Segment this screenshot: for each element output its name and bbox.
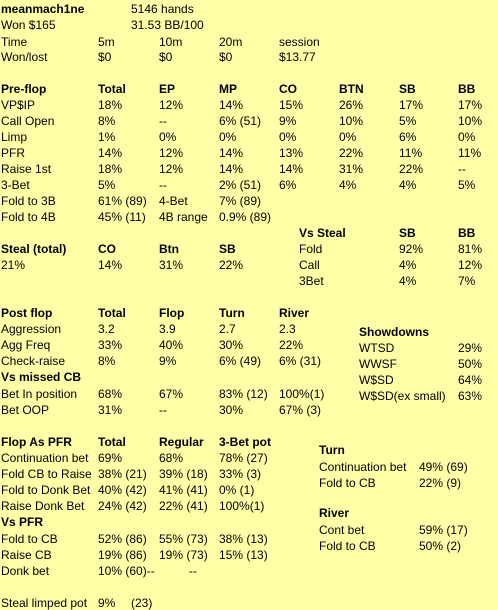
stat-value: 30% bbox=[219, 403, 244, 417]
river-header: River bbox=[319, 506, 350, 520]
stat-value: 55% (73) bbox=[159, 532, 208, 546]
stat-value: 21% bbox=[1, 258, 26, 272]
bb-per-100: 31.53 BB/100 bbox=[131, 18, 204, 32]
stat-value: 64% bbox=[458, 373, 483, 387]
stat-value: 18% bbox=[98, 162, 123, 176]
stat-value: -- bbox=[159, 178, 167, 192]
stat-value: 17% bbox=[458, 98, 483, 112]
stat-value: 4% bbox=[399, 274, 417, 288]
postflop-header-turn: Turn bbox=[219, 306, 245, 320]
steal-header: Steal (total) bbox=[1, 242, 67, 256]
stat-label: Agg Freq bbox=[1, 338, 51, 352]
stat-label: Aggression bbox=[1, 322, 62, 336]
hands-count: 5146 hands bbox=[131, 2, 194, 16]
stat-value: 19% (73) bbox=[159, 548, 208, 562]
stat-value: 33% bbox=[98, 338, 123, 352]
stat-value: 8% bbox=[98, 114, 116, 128]
stat-label: Fold to CB bbox=[1, 532, 58, 546]
stat-value: -- bbox=[458, 162, 466, 176]
stat-value: 12% bbox=[159, 162, 184, 176]
stat-value: -- bbox=[159, 114, 167, 128]
stat-value: 38% (13) bbox=[219, 532, 268, 546]
stat-value: 2% (51) bbox=[219, 178, 262, 192]
stat-label: Raise 1st bbox=[1, 162, 52, 176]
stat-value: 22% bbox=[279, 338, 304, 352]
stat-value: 22% (41) bbox=[159, 499, 208, 513]
stat-value: 67% bbox=[159, 387, 184, 401]
stat-value: 10% (60)-- bbox=[98, 564, 155, 578]
stat-label: WTSD bbox=[359, 341, 395, 355]
stat-value: 3.9 bbox=[159, 322, 176, 336]
stat-value: 52% (86) bbox=[98, 532, 147, 546]
stat-label: Cont bet bbox=[319, 523, 365, 537]
stat-value: 31% bbox=[339, 162, 364, 176]
stat-value: -- bbox=[189, 564, 197, 578]
stat-value: 24% (42) bbox=[98, 499, 147, 513]
stat-value: 31% bbox=[159, 258, 184, 272]
stat-value: 6% bbox=[279, 178, 297, 192]
postflop-header-flop: Flop bbox=[159, 306, 185, 320]
stat-value: 100%(1) bbox=[219, 499, 265, 513]
preflop-header-sb: SB bbox=[399, 82, 416, 96]
stat-value: 49% (69) bbox=[419, 460, 468, 474]
stat-value: 4% bbox=[399, 258, 417, 272]
stat-value: 92% bbox=[399, 242, 424, 256]
stat-value: 22% (9) bbox=[419, 476, 462, 490]
player-name: meanmach1ne bbox=[1, 2, 85, 16]
stat-value: 14% bbox=[279, 162, 304, 176]
stat-value: 30% bbox=[219, 338, 244, 352]
stat-value: 0% bbox=[458, 130, 476, 144]
wonlost-session: $13.77 bbox=[279, 50, 316, 64]
time-label: Time bbox=[1, 35, 28, 49]
stat-label: W$SD bbox=[359, 373, 394, 387]
stat-label: Call Open bbox=[1, 114, 55, 128]
stat-value: 5% bbox=[399, 114, 417, 128]
stat-value: 12% bbox=[159, 146, 184, 160]
stat-label: Limp bbox=[1, 130, 28, 144]
stat-label: Check-raise bbox=[1, 354, 66, 368]
stat-value: 40% (42) bbox=[98, 483, 147, 497]
preflop-header-btn: BTN bbox=[339, 82, 364, 96]
stat-value: 22% bbox=[399, 162, 424, 176]
flop-pfr-header-total: Total bbox=[98, 435, 126, 449]
stat-value: 5% bbox=[458, 178, 476, 192]
stat-value: 11% bbox=[458, 146, 482, 160]
showdowns-header: Showdowns bbox=[359, 325, 429, 339]
stat-value: 7% bbox=[458, 274, 476, 288]
stat-label: Raise CB bbox=[1, 548, 52, 562]
stat-label: Steal limped pot bbox=[1, 596, 88, 610]
stat-label: Fold to Donk Bet bbox=[1, 483, 91, 497]
stat-value: 10% bbox=[458, 114, 483, 128]
stat-value: 11% bbox=[399, 146, 423, 160]
postflop-header-total: Total bbox=[98, 306, 126, 320]
postflop-header-river: River bbox=[279, 306, 310, 320]
preflop-header-mp: MP bbox=[219, 82, 237, 96]
stat-value: 78% (27) bbox=[219, 451, 268, 465]
stat-label: Fold to 3B bbox=[1, 194, 56, 208]
stat-label: Donk bet bbox=[1, 564, 50, 578]
stat-value: 13% bbox=[279, 146, 304, 160]
preflop-header-co: CO bbox=[279, 82, 297, 96]
missed-cb-header: Vs missed CB bbox=[1, 370, 82, 384]
stat-value: 6% bbox=[399, 130, 417, 144]
stat-label: Fold bbox=[299, 242, 323, 256]
steal-header-sb: SB bbox=[219, 242, 236, 256]
stat-label: PFR bbox=[1, 146, 25, 160]
stat-label: Call bbox=[299, 258, 320, 272]
wonlost-label: Won/lost bbox=[1, 50, 48, 64]
stat-value: 17% bbox=[399, 98, 424, 112]
stat-value: 22% bbox=[339, 146, 364, 160]
preflop-header-bb: BB bbox=[458, 82, 476, 96]
stat-value: 14% bbox=[219, 146, 244, 160]
preflop-header-total: Total bbox=[98, 82, 126, 96]
stat-label: 4-Bet bbox=[159, 194, 188, 208]
stat-value: 81% bbox=[458, 242, 483, 256]
turn-header: Turn bbox=[319, 443, 345, 457]
stat-value: 31% bbox=[98, 403, 123, 417]
stat-value: 33% (3) bbox=[219, 467, 262, 481]
stat-value: 45% (11) bbox=[98, 210, 146, 224]
stat-value: -- bbox=[159, 403, 167, 417]
stat-value: 12% bbox=[458, 258, 483, 272]
time-col-20m: 20m bbox=[219, 35, 243, 49]
vs-steal-header: Vs Steal bbox=[299, 226, 346, 240]
stat-label: Bet In position bbox=[1, 387, 78, 401]
stat-value: 19% (86) bbox=[98, 548, 147, 562]
stat-value: 9% bbox=[159, 354, 177, 368]
vs-pfr-header: Vs PFR bbox=[1, 515, 44, 529]
flop-pfr-header-regular: Regular bbox=[159, 435, 204, 449]
wonlost-20m: $0 bbox=[219, 50, 233, 64]
stat-value: 0% bbox=[159, 130, 177, 144]
stat-value: 0% bbox=[219, 130, 237, 144]
stat-value: 2.7 bbox=[219, 322, 236, 336]
time-col-5m: 5m bbox=[98, 35, 115, 49]
vs-steal-header-bb: BB bbox=[458, 226, 476, 240]
stat-label: 4B range bbox=[159, 210, 208, 224]
stat-value: 15% bbox=[279, 98, 304, 112]
stat-label: W$SD(ex small) bbox=[359, 389, 446, 403]
stat-value: 1% bbox=[98, 130, 116, 144]
stat-value: 6% (51) bbox=[219, 114, 262, 128]
preflop-header-ep: EP bbox=[159, 82, 176, 96]
stat-value: 14% bbox=[98, 146, 123, 160]
stat-label: Raise Donk Bet bbox=[1, 499, 85, 513]
stat-value: 6% (31) bbox=[279, 354, 322, 368]
stat-value: 50% (2) bbox=[419, 539, 462, 553]
vs-steal-header-sb: SB bbox=[399, 226, 416, 240]
steal-header-co: CO bbox=[98, 242, 116, 256]
stat-value: 4% bbox=[339, 178, 357, 192]
stat-value: 18% bbox=[98, 98, 123, 112]
stat-label: 3Bet bbox=[299, 274, 324, 288]
stat-value: 8% bbox=[98, 354, 116, 368]
steal-header-btn: Btn bbox=[159, 242, 179, 256]
stat-label: 3-Bet bbox=[1, 178, 30, 192]
stat-value: 59% (17) bbox=[419, 523, 468, 537]
stat-value: 2.3 bbox=[279, 322, 296, 336]
stat-value: 67% (3) bbox=[279, 403, 322, 417]
stat-value: 26% bbox=[339, 98, 364, 112]
flop-pfr-header: Flop As PFR bbox=[1, 435, 72, 449]
stat-value: 14% bbox=[98, 258, 123, 272]
stat-value: 5% bbox=[98, 178, 116, 192]
stat-value: 0.9% (89) bbox=[219, 210, 272, 224]
stat-value: 9% bbox=[98, 596, 116, 610]
stat-value: 39% (18) bbox=[159, 467, 208, 481]
stat-value: 63% bbox=[458, 389, 483, 403]
stat-value: 9% bbox=[279, 114, 297, 128]
won-amount: Won $165 bbox=[1, 18, 56, 32]
stat-value: 40% bbox=[159, 338, 184, 352]
stat-value: 0% (1) bbox=[219, 483, 255, 497]
stat-value: 14% bbox=[219, 162, 244, 176]
stat-value: 61% (89) bbox=[98, 194, 147, 208]
postflop-header: Post flop bbox=[1, 306, 53, 320]
stat-label: Fold CB to Raise bbox=[1, 467, 92, 481]
stat-value: 12% bbox=[159, 98, 184, 112]
stat-label: Fold to CB bbox=[319, 476, 376, 490]
stat-label: Continuation bet bbox=[319, 460, 407, 474]
stat-value: 6% (49) bbox=[219, 354, 262, 368]
stat-value: 10% bbox=[339, 114, 364, 128]
flop-pfr-header-3bet: 3-Bet pot bbox=[219, 435, 271, 449]
stat-value: 41% (41) bbox=[159, 483, 208, 497]
preflop-header: Pre-flop bbox=[1, 82, 47, 96]
stat-label: WWSF bbox=[359, 357, 397, 371]
stat-label: Fold to 4B bbox=[1, 210, 56, 224]
stat-label: Bet OOP bbox=[1, 403, 50, 417]
stat-value: 69% bbox=[98, 451, 123, 465]
stat-label: VP$IP bbox=[1, 98, 36, 112]
stat-value: 38% (21) bbox=[98, 467, 147, 481]
stat-value: 15% (13) bbox=[219, 548, 268, 562]
stat-value: 7% (89) bbox=[219, 194, 262, 208]
stat-value: 68% bbox=[98, 387, 123, 401]
stat-value: 83% (12) bbox=[219, 387, 268, 401]
time-col-10m: 10m bbox=[159, 35, 183, 49]
time-col-session: session bbox=[279, 35, 320, 49]
stat-label: Continuation bet bbox=[1, 451, 89, 465]
stat-value: 29% bbox=[458, 341, 483, 355]
stat-value: 14% bbox=[219, 98, 244, 112]
stat-value: 22% bbox=[219, 258, 244, 272]
stat-value: 68% bbox=[159, 451, 184, 465]
stat-sample: (23) bbox=[131, 596, 153, 610]
stat-value: 100%(1) bbox=[279, 387, 325, 401]
wonlost-5m: $0 bbox=[98, 50, 112, 64]
stat-value: 0% bbox=[339, 130, 357, 144]
stat-label: Fold to CB bbox=[319, 539, 376, 553]
stat-value: 3.2 bbox=[98, 322, 115, 336]
stat-value: 4% bbox=[399, 178, 417, 192]
stat-value: 0% bbox=[279, 130, 297, 144]
wonlost-10m: $0 bbox=[159, 50, 173, 64]
stat-value: 50% bbox=[458, 357, 483, 371]
